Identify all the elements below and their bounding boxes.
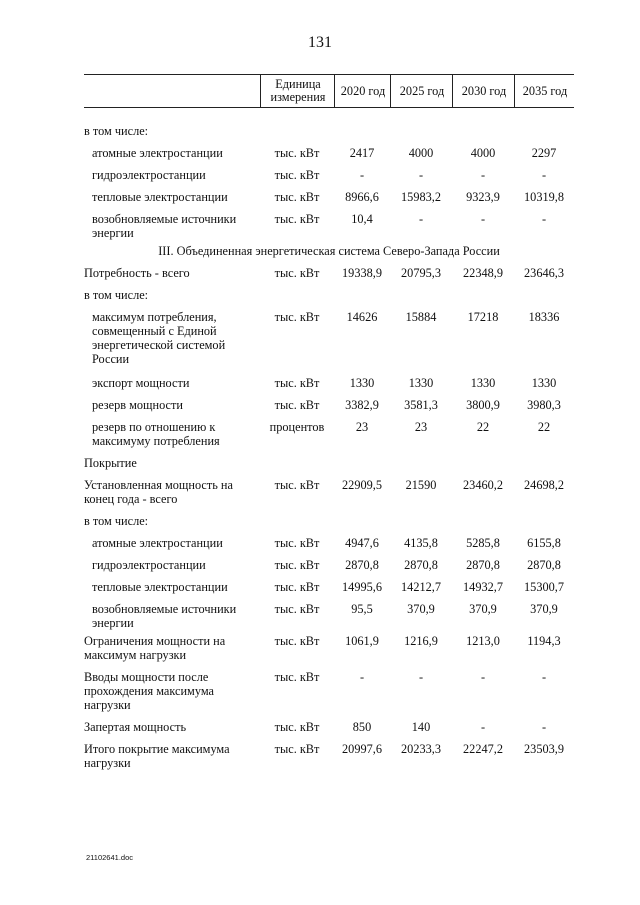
table-row <box>84 536 574 558</box>
row-unit: тыс. кВт <box>274 580 320 594</box>
row-unit: тыс. кВт <box>274 190 320 204</box>
value-cell: 3980,3 <box>527 398 561 412</box>
value-cell: 3581,3 <box>404 398 438 412</box>
row-label: Ограничения мощности на максимум нагрузки <box>84 634 226 662</box>
value-cell: 22 <box>537 420 551 434</box>
table-row <box>84 456 574 478</box>
row-label: тепловые электростанции <box>92 190 228 204</box>
table-row <box>84 670 574 720</box>
row-label: Установленная мощность на конец года - всего <box>84 478 233 506</box>
row-unit: тыс. кВт <box>274 536 320 550</box>
value-cell: 22909,5 <box>342 478 382 492</box>
value-cell: 1330 <box>349 376 375 390</box>
value-cell: 2297 <box>531 146 557 160</box>
value-cell: 10319,8 <box>524 190 564 204</box>
capacity-balance-table <box>84 74 574 778</box>
value-cell: - <box>418 212 424 226</box>
value-cell: 23 <box>414 420 428 434</box>
header-year-2030: 2030 год <box>452 75 515 107</box>
table-row <box>84 288 574 310</box>
row-label: в том числе: <box>84 288 149 302</box>
row-unit: тыс. кВт <box>274 742 320 756</box>
value-cell: - <box>480 212 486 226</box>
value-cell: 1213,0 <box>466 634 500 648</box>
value-cell: 5285,8 <box>466 536 500 550</box>
table-row <box>84 310 574 376</box>
row-label: гидроэлектростанции <box>92 168 206 182</box>
value-cell: 850 <box>352 720 372 734</box>
table-row <box>84 720 574 742</box>
value-cell: 15983,2 <box>401 190 441 204</box>
value-cell: 3382,9 <box>345 398 379 412</box>
value-cell: - <box>359 670 365 684</box>
row-unit: тыс. кВт <box>274 670 320 684</box>
header-year-2025: 2025 год <box>390 75 453 107</box>
header-year-2035: 2035 год <box>514 75 575 107</box>
value-cell: 1330 <box>531 376 557 390</box>
table-row <box>84 634 574 670</box>
row-label: максимум потребления, совмещенный с Единой энергетической системой России <box>92 310 226 366</box>
table-row <box>84 420 574 456</box>
table-row <box>84 168 574 190</box>
value-cell: 370,9 <box>469 602 497 616</box>
value-cell: 20997,6 <box>342 742 382 756</box>
row-label: Потребность - всего <box>84 266 190 280</box>
table-row <box>84 212 574 244</box>
value-cell: 20795,3 <box>401 266 441 280</box>
table-header <box>84 74 574 108</box>
row-label: тепловые электростанции <box>92 580 228 594</box>
value-cell: - <box>480 720 486 734</box>
value-cell: 4135,8 <box>404 536 438 550</box>
value-cell: 22247,2 <box>463 742 503 756</box>
value-cell: 2870,8 <box>527 558 561 572</box>
table-row <box>84 398 574 420</box>
table-body <box>84 108 574 778</box>
value-cell: 14995,6 <box>342 580 382 594</box>
table-row <box>84 558 574 580</box>
row-unit: тыс. кВт <box>274 146 320 160</box>
value-cell: 6155,8 <box>527 536 561 550</box>
value-cell: - <box>541 670 547 684</box>
table-row <box>84 146 574 168</box>
row-label: Покрытие <box>84 456 137 470</box>
row-unit: тыс. кВт <box>274 398 320 412</box>
value-cell: 2870,8 <box>404 558 438 572</box>
value-cell: - <box>359 168 365 182</box>
value-cell: 23460,2 <box>463 478 503 492</box>
table-row <box>84 514 574 536</box>
value-cell: 2870,8 <box>345 558 379 572</box>
row-unit: процентов <box>269 420 325 434</box>
value-cell: 2870,8 <box>466 558 500 572</box>
value-cell: 20233,3 <box>401 742 441 756</box>
value-cell: 18336 <box>528 310 560 324</box>
table-row <box>84 266 574 288</box>
footer-code: 21102641.doc <box>86 853 133 862</box>
value-cell: 19338,9 <box>342 266 382 280</box>
row-unit: тыс. кВт <box>274 212 320 226</box>
row-unit: тыс. кВт <box>274 602 320 616</box>
table-row <box>84 742 574 778</box>
header-year-2020: 2020 год <box>334 75 391 107</box>
value-cell: 14932,7 <box>463 580 503 594</box>
value-cell: - <box>480 670 486 684</box>
value-cell: 22 <box>476 420 490 434</box>
value-cell: 17218 <box>467 310 499 324</box>
row-label: Запертая мощность <box>84 720 187 734</box>
table-row <box>84 124 574 146</box>
value-cell: 2417 <box>349 146 375 160</box>
value-cell: - <box>418 168 424 182</box>
value-cell: 95,5 <box>351 602 373 616</box>
header-unit: Единица измерения <box>260 75 335 107</box>
row-unit: тыс. кВт <box>274 720 320 734</box>
value-cell: 1061,9 <box>345 634 379 648</box>
value-cell: 1194,3 <box>527 634 561 648</box>
row-label: экспорт мощности <box>92 376 190 390</box>
value-cell: 4000 <box>470 146 496 160</box>
section-title: III. Объединенная энергетическая система Северо-Запада России <box>158 244 500 258</box>
table-row <box>84 478 574 514</box>
value-cell: - <box>541 168 547 182</box>
value-cell: 3800,9 <box>466 398 500 412</box>
table-row <box>84 376 574 398</box>
table-row <box>84 190 574 212</box>
table-row <box>84 602 574 634</box>
value-cell: 370,9 <box>407 602 435 616</box>
value-cell: 21590 <box>405 478 437 492</box>
row-unit: тыс. кВт <box>274 558 320 572</box>
row-unit: тыс. кВт <box>274 266 320 280</box>
value-cell: - <box>541 720 547 734</box>
value-cell: 9323,9 <box>466 190 500 204</box>
row-unit: тыс. кВт <box>274 634 320 648</box>
value-cell: 24698,2 <box>524 478 564 492</box>
value-cell: 4000 <box>408 146 434 160</box>
value-cell: - <box>418 670 424 684</box>
row-label: атомные электростанции <box>92 536 223 550</box>
row-unit: тыс. кВт <box>274 168 320 182</box>
row-label: атомные электростанции <box>92 146 223 160</box>
table-row <box>84 580 574 602</box>
section-row <box>84 244 574 266</box>
row-unit: тыс. кВт <box>274 376 320 390</box>
value-cell: 10,4 <box>351 212 373 226</box>
row-unit: тыс. кВт <box>274 478 320 492</box>
page-number: 131 <box>308 34 332 51</box>
value-cell: 1330 <box>470 376 496 390</box>
value-cell: 1216,9 <box>404 634 438 648</box>
value-cell: - <box>480 168 486 182</box>
row-label: Вводы мощности после прохождения максимума нагрузки <box>84 670 214 712</box>
row-label: резерв по отношению к максимуму потребления <box>92 420 220 448</box>
value-cell: 22348,9 <box>463 266 503 280</box>
value-cell: 15300,7 <box>524 580 564 594</box>
value-cell: 15884 <box>405 310 437 324</box>
value-cell: 14212,7 <box>401 580 441 594</box>
value-cell: 4947,6 <box>345 536 379 550</box>
value-cell: 23646,3 <box>524 266 564 280</box>
row-unit: тыс. кВт <box>274 310 320 324</box>
value-cell: 370,9 <box>530 602 558 616</box>
row-label: гидроэлектростанции <box>92 558 206 572</box>
row-label: возобновляемые источники энергии <box>92 212 237 240</box>
row-label: Итого покрытие максимума нагрузки <box>84 742 230 770</box>
value-cell: - <box>541 212 547 226</box>
row-label: резерв мощности <box>92 398 183 412</box>
row-label: в том числе: <box>84 124 149 138</box>
value-cell: 8966,6 <box>345 190 379 204</box>
value-cell: 1330 <box>408 376 434 390</box>
value-cell: 23 <box>355 420 369 434</box>
row-label: в том числе: <box>84 514 149 528</box>
row-label: возобновляемые источники энергии <box>92 602 237 630</box>
value-cell: 140 <box>411 720 431 734</box>
value-cell: 14626 <box>346 310 378 324</box>
value-cell: 23503,9 <box>524 742 564 756</box>
